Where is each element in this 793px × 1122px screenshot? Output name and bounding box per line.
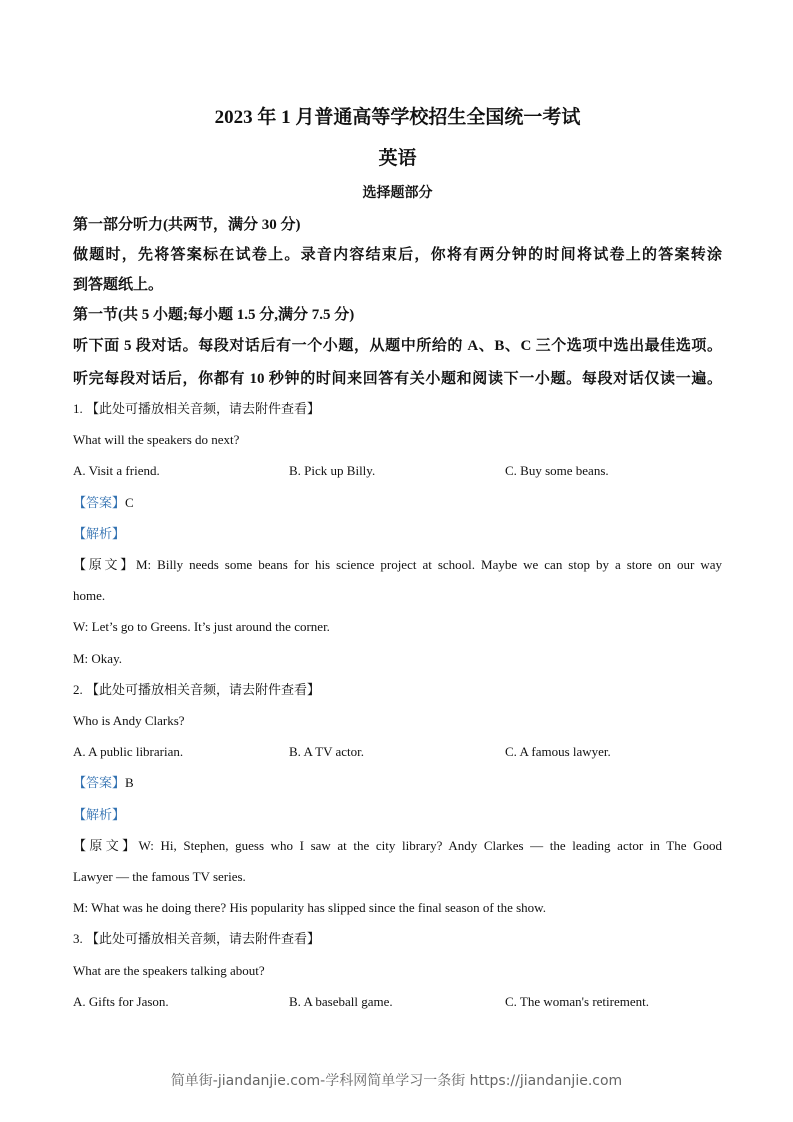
description-line-1: 听下面 5 段对话。每段对话后有一个小题，从题中所给的 A、B、C 三个选项中选出最佳选项。 xyxy=(73,338,722,354)
question-1-text: What will the speakers do next? xyxy=(73,432,240,447)
exam-title: 2023 年 1 月普通高等学校招生全国统一考试 xyxy=(214,107,581,128)
section1-heading: 第一节(共 5 小题;每小题 1.5 分,满分 7.5 分) xyxy=(73,307,355,323)
answer-label: 【答案】 xyxy=(73,775,126,790)
question-2-answer xyxy=(73,773,722,793)
question-2-option-a: A. A public librarian. xyxy=(73,744,184,759)
section-label: 选择题部分 xyxy=(362,186,433,201)
question-1-option-c: C. Buy some beans. xyxy=(505,463,609,478)
question-1-answer xyxy=(73,493,722,513)
question-3-option-b: B. A baseball game. xyxy=(289,994,393,1009)
question-2-transcript-line-1: 【原文】W: Hi, Stephen, guess who I saw at the city library? Andy Clarkes — the leading actor in The Good xyxy=(73,838,722,853)
question-2-transcript-line-2: Lawyer — the famous TV series. xyxy=(73,869,246,884)
question-1-transcript-line-2: home. xyxy=(73,588,106,603)
question-2-transcript-line-3: M: What was he doing there? His popularity has slipped since the final season of the show. xyxy=(73,900,546,915)
part1-heading: 第一部分听力(共两节，满分 30 分) xyxy=(73,217,301,233)
question-1-transcript-line-1: 【原文】M: Billy needs some beans for his science project at school. Maybe we can stop by a store on our way xyxy=(73,557,722,572)
question-1-option-a: A. Visit a friend. xyxy=(73,463,160,478)
question-3-option-a: A. Gifts for Jason. xyxy=(73,994,169,1009)
answer-value: C xyxy=(125,495,134,510)
question-2-analysis-label: 【解析】 xyxy=(73,807,126,822)
instruction-line-1: 做题时，先将答案标在试卷上。录音内容结束后，你将有两分钟的时间将试卷上的答案转涂 xyxy=(73,247,722,263)
question-1-transcript-line-3: W: Let’s go to Greens. It’s just around the corner. xyxy=(73,619,330,634)
question-1-transcript-line-4: M: Okay. xyxy=(73,651,122,666)
description-line-2: 听完每段对话后，你都有 10 秒钟的时间来回答有关小题和阅读下一小题。每段对话仅读一遍。 xyxy=(73,371,722,387)
answer-value: B xyxy=(125,775,134,790)
question-3-option-c: C. The woman's retirement. xyxy=(505,994,649,1009)
subject-title: 英语 xyxy=(378,148,417,169)
question-2-option-b: B. A TV actor. xyxy=(289,744,364,759)
answer-label: 【答案】 xyxy=(73,495,126,510)
question-2-text: Who is Andy Clarks? xyxy=(73,713,185,728)
question-1-analysis-label: 【解析】 xyxy=(73,526,126,541)
instruction-line-2: 到答题纸上。 xyxy=(73,277,164,293)
question-3-text: What are the speakers talking about? xyxy=(73,963,265,978)
question-1-number: 1. 【此处可播放相关音频，请去附件查看】 xyxy=(73,401,321,416)
watermark-footer: 简单街-jiandanjie.com-学科网简单学习一条街 https://jiandanjie.com xyxy=(170,1073,623,1089)
question-2-number: 2. 【此处可播放相关音频，请去附件查看】 xyxy=(73,682,321,697)
question-3-number: 3. 【此处可播放相关音频，请去附件查看】 xyxy=(73,931,321,946)
question-1-option-b: B. Pick up Billy. xyxy=(289,463,376,478)
question-2-option-c: C. A famous lawyer. xyxy=(505,744,611,759)
